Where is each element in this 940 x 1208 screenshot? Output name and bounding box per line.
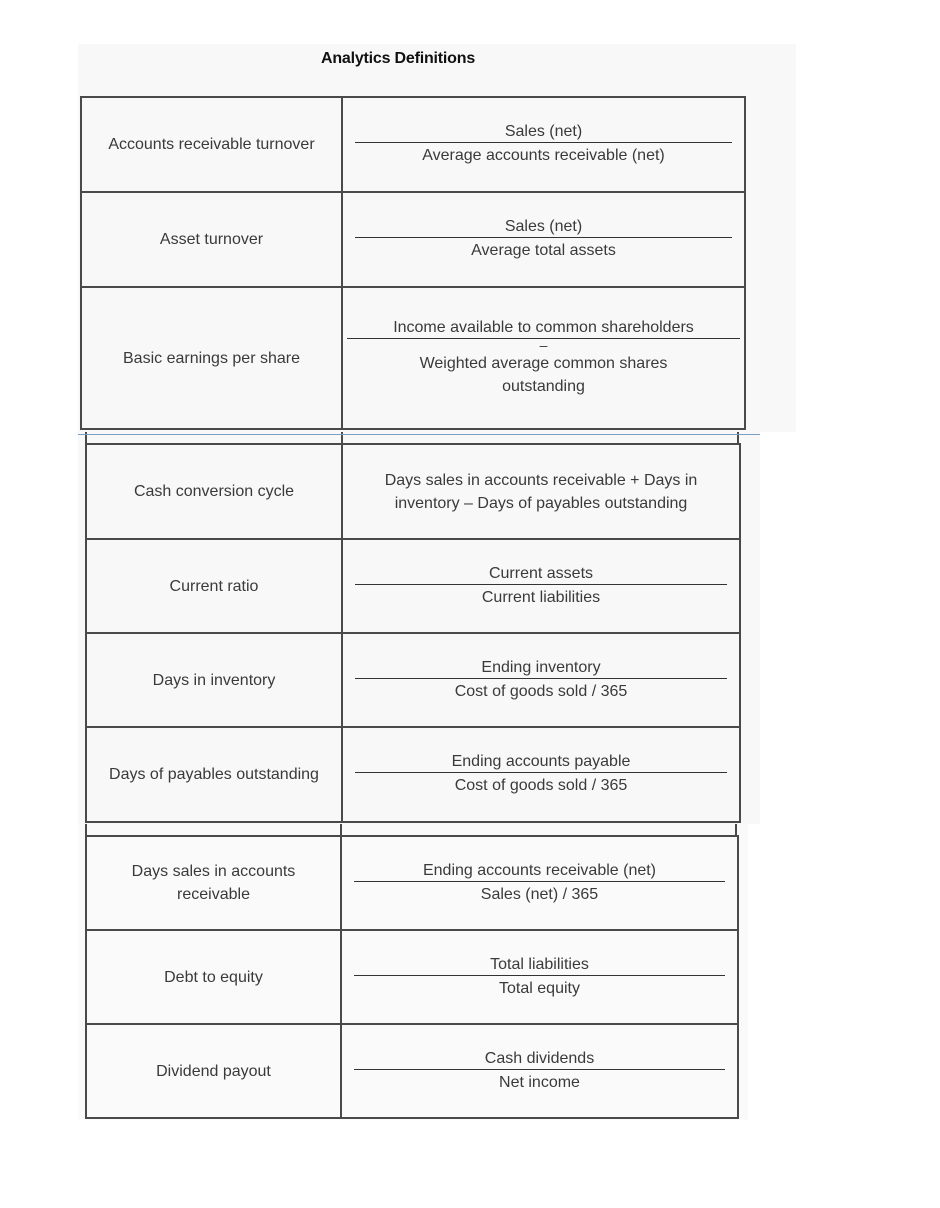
denominator: Sales (net) / 365 bbox=[480, 885, 599, 903]
term-cell: Debt to equity bbox=[86, 930, 341, 1024]
formula-cell: Days sales in accounts receivable + Days in inventory – Days of payables outstanding bbox=[342, 444, 740, 539]
formula-cell bbox=[342, 287, 745, 429]
formula-cell bbox=[342, 192, 745, 287]
numerator: Total liabilities bbox=[354, 955, 725, 976]
term-cell: Accounts receivable turnover bbox=[81, 97, 342, 192]
numerator: Sales (net) bbox=[355, 217, 732, 238]
numerator: Ending accounts payable bbox=[355, 752, 727, 773]
table-row bbox=[86, 444, 740, 539]
numerator: Current assets bbox=[355, 564, 727, 585]
definitions-table-1 bbox=[80, 96, 746, 430]
definitions-table-2 bbox=[85, 443, 741, 823]
term-cell: Days in inventory bbox=[86, 633, 342, 727]
numerator: Ending inventory bbox=[355, 658, 727, 679]
term-cell: Basic earnings per share bbox=[81, 287, 342, 429]
term-cell: Days sales in accounts receivable bbox=[86, 836, 341, 930]
formula-cell bbox=[342, 633, 740, 727]
table-row bbox=[86, 1024, 738, 1118]
denominator: Net income bbox=[499, 1073, 580, 1091]
denominator: Current liabilities bbox=[481, 588, 601, 606]
separator: – bbox=[539, 337, 548, 353]
denominator: Total equity bbox=[499, 979, 580, 997]
table-row bbox=[86, 930, 738, 1024]
numerator: Sales (net) bbox=[355, 122, 732, 143]
denominator: Average total assets bbox=[471, 242, 616, 259]
formula-cell bbox=[341, 930, 738, 1024]
term-cell: Days of payables outstanding bbox=[86, 727, 342, 822]
denominator: Cost of goods sold / 365 bbox=[454, 777, 628, 794]
denominator: Weighted average common shares outstanding bbox=[419, 355, 668, 395]
formula-cell bbox=[342, 539, 740, 633]
term-cell: Asset turnover bbox=[81, 192, 342, 287]
page-title: Analytics Definitions bbox=[320, 50, 476, 67]
formula-cell bbox=[342, 97, 745, 192]
term-cell: Dividend payout bbox=[86, 1024, 341, 1118]
table-row bbox=[81, 97, 745, 192]
denominator: Cost of goods sold / 365 bbox=[454, 682, 628, 700]
numerator: Ending accounts receivable (net) bbox=[354, 861, 725, 882]
table-row bbox=[81, 287, 745, 429]
numerator: Cash dividends bbox=[354, 1049, 725, 1070]
definitions-table-3 bbox=[85, 835, 739, 1119]
term-cell: Cash conversion cycle bbox=[86, 444, 342, 539]
numerator: Income available to common shareholders bbox=[347, 318, 740, 339]
formula-cell bbox=[342, 727, 740, 822]
formula-cell bbox=[341, 836, 738, 930]
table-row bbox=[86, 633, 740, 727]
term-cell: Current ratio bbox=[86, 539, 342, 633]
formula-cell bbox=[341, 1024, 738, 1118]
table-row bbox=[86, 727, 740, 822]
table-row bbox=[81, 192, 745, 287]
table-row bbox=[86, 539, 740, 633]
denominator: Average accounts receivable (net) bbox=[422, 147, 665, 164]
divider bbox=[78, 434, 760, 435]
table-row bbox=[86, 836, 738, 930]
